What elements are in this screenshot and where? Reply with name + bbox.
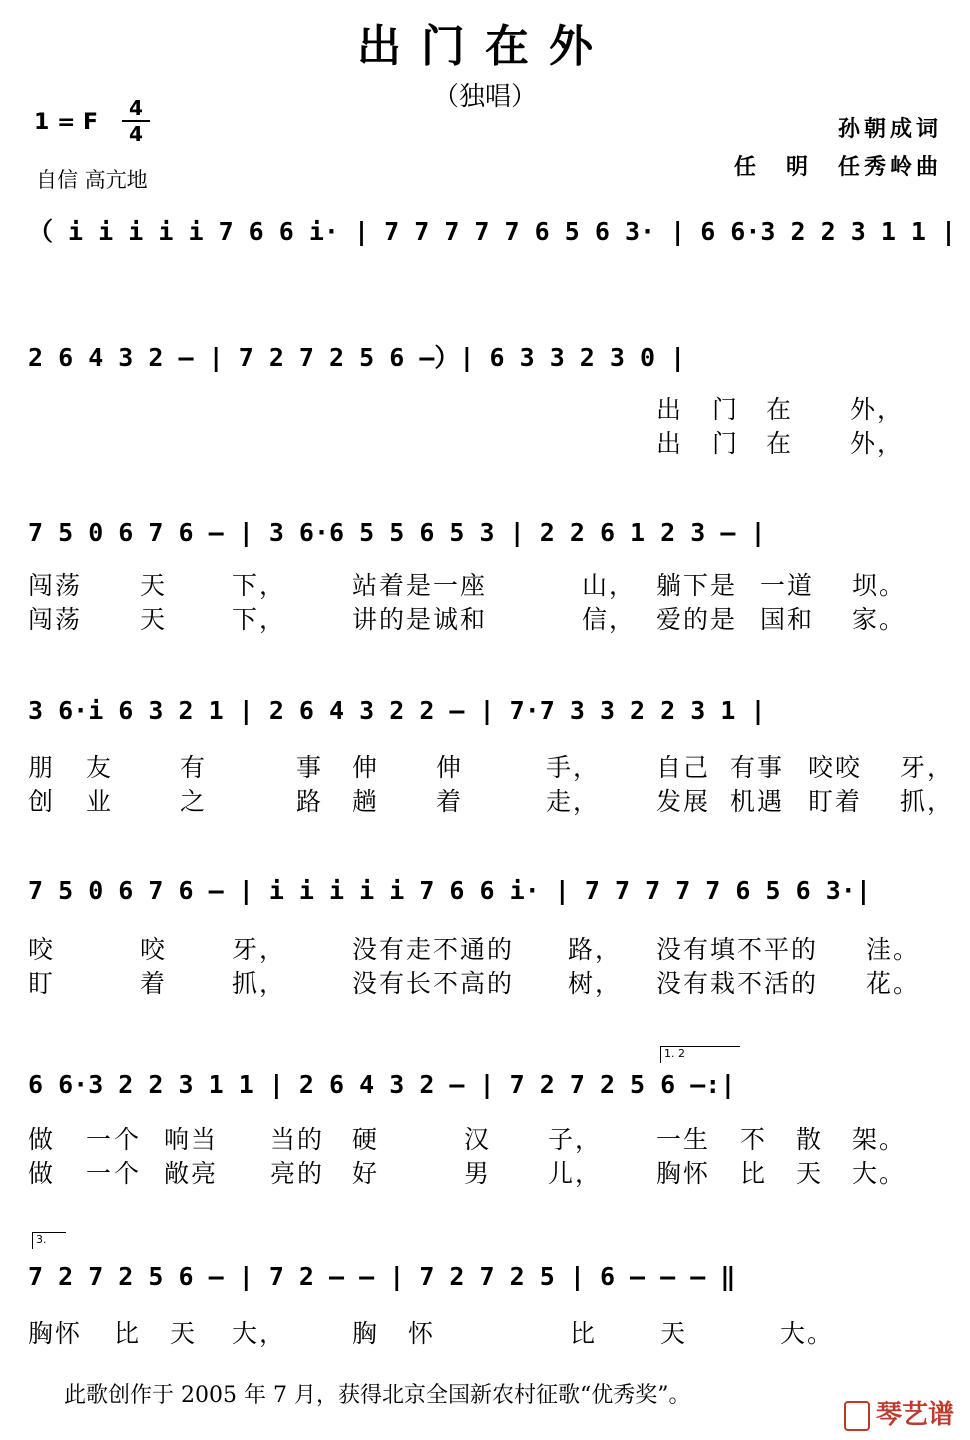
lyric: 个 bbox=[114, 1159, 142, 1188]
lyric: 一生 bbox=[656, 1125, 711, 1154]
lyric: 着 bbox=[436, 787, 464, 816]
lyric: 伸 bbox=[352, 753, 380, 782]
lyric: 走， bbox=[546, 787, 601, 816]
lyric: 一 bbox=[86, 1159, 114, 1188]
lyric: 亮的 bbox=[270, 1159, 325, 1188]
lyric: 没有填不平的 bbox=[656, 935, 819, 964]
lyric: 有事 bbox=[730, 753, 785, 782]
lyric: 在 bbox=[766, 395, 794, 424]
lyric: 敞亮 bbox=[164, 1159, 219, 1188]
lyric: 门 bbox=[712, 395, 740, 424]
lyric: 之 bbox=[180, 787, 208, 816]
logo-text: 琴艺谱 bbox=[875, 1400, 954, 1430]
lyric: 业 bbox=[86, 787, 114, 816]
lyric: 盯 bbox=[28, 969, 56, 998]
lyric: 架。 bbox=[852, 1125, 907, 1154]
composer-credit: 任 明 任秀岭曲 bbox=[733, 155, 942, 180]
lyric: 发展 bbox=[656, 787, 711, 816]
notation-row-3: 7 5 0 6 7 6 – | 3 6·6 5 5 6 5 3 | 2 2 6 1 2 3 – | bbox=[28, 518, 766, 547]
lyric: 牙， bbox=[232, 935, 287, 964]
lyric: 在 bbox=[766, 429, 794, 458]
lyric: 自己 bbox=[656, 753, 711, 782]
lyric: 着 bbox=[140, 969, 168, 998]
time-signature bbox=[122, 98, 150, 144]
lyric: 咬咬 bbox=[808, 753, 863, 782]
lyric: 比 bbox=[740, 1159, 768, 1188]
lyricist-credit: 孙朝成词 bbox=[837, 117, 942, 142]
time-bottom: 4 bbox=[129, 122, 143, 146]
lyric: 做 bbox=[28, 1125, 56, 1154]
lyric: 天 bbox=[796, 1159, 824, 1188]
logo-icon bbox=[844, 1401, 870, 1431]
key-signature: 1 = F bbox=[34, 110, 99, 135]
lyric: 闯荡 bbox=[28, 571, 83, 600]
notation-row-7: 7 2 7 2 5 6 – | 7 2 – – | 7 2 7 2 5 | 6 – – – ‖ bbox=[28, 1262, 736, 1291]
lyric: 硬 bbox=[352, 1125, 380, 1154]
lyric: 没有栽不活的 bbox=[656, 969, 819, 998]
lyric: 伸 bbox=[436, 753, 464, 782]
lyric: 怀 bbox=[408, 1319, 436, 1348]
lyric: 散 bbox=[796, 1125, 824, 1154]
lyric: 做 bbox=[28, 1159, 56, 1188]
lyric: 有 bbox=[180, 753, 208, 782]
lyric: 好 bbox=[352, 1159, 380, 1188]
lyric: 天 bbox=[140, 605, 168, 634]
notation-row-2: 2 6 4 3 2 – | 7 2 7 2 5 6 –）| 6 3 3 2 3 0 | bbox=[28, 343, 686, 372]
lyric: 汉 bbox=[464, 1125, 492, 1154]
lyric: 朋 bbox=[28, 753, 56, 782]
notation-row-4: 3 6·i 6 3 2 1 | 2 6 4 3 2 2 – | 7·7 3 3 2 2 3 1 | bbox=[28, 696, 766, 725]
lyric: 下， bbox=[232, 571, 287, 600]
lyric: 咬 bbox=[140, 935, 168, 964]
lyric: 比 bbox=[570, 1319, 598, 1348]
lyric: 牙， bbox=[900, 753, 955, 782]
lyric: 事 bbox=[296, 753, 324, 782]
lyric: 没有走不通的 bbox=[352, 935, 515, 964]
lyric: 山， bbox=[582, 571, 637, 600]
lyric: 国和 bbox=[760, 605, 815, 634]
lyric: 胸怀 bbox=[28, 1319, 83, 1348]
lyric: 路 bbox=[296, 787, 324, 816]
lyric: 响当 bbox=[164, 1125, 219, 1154]
site-logo bbox=[844, 1394, 954, 1431]
lyric: 儿， bbox=[548, 1159, 603, 1188]
lyric: 机遇 bbox=[730, 787, 785, 816]
lyric: 不 bbox=[740, 1125, 768, 1154]
notation-row-5: 7 5 0 6 7 6 – | i i i i i 7 6 6 i· | 7 7 7 7 7 6 5 6 3·| bbox=[28, 876, 871, 905]
lyric: 外， bbox=[850, 395, 905, 424]
lyric: 胸 bbox=[352, 1319, 380, 1348]
lyric: 创 bbox=[28, 787, 56, 816]
lyric: 路， bbox=[568, 935, 623, 964]
lyric: 出 bbox=[656, 395, 684, 424]
lyric: 天 bbox=[660, 1319, 688, 1348]
lyric: 站着是一座 bbox=[352, 571, 488, 600]
lyric: 天 bbox=[170, 1319, 198, 1348]
lyric: 子， bbox=[548, 1125, 603, 1154]
lyric: 坝。 bbox=[852, 571, 907, 600]
lyric: 闯荡 bbox=[28, 605, 83, 634]
lyric: 讲的是诚和 bbox=[352, 605, 488, 634]
lyric: 躺下是 bbox=[656, 571, 738, 600]
time-top: 4 bbox=[129, 96, 143, 120]
lyric: 一道 bbox=[760, 571, 815, 600]
lyric: 比 bbox=[114, 1319, 142, 1348]
volta-bracket-3: 3. bbox=[32, 1232, 66, 1249]
lyric: 趟 bbox=[352, 787, 380, 816]
lyric: 下， bbox=[232, 605, 287, 634]
volta-bracket-1-2: 1. 2 bbox=[660, 1046, 740, 1063]
lyric: 个 bbox=[114, 1125, 142, 1154]
notation-row-1: （ i i i i i 7 6 6 i· | 7 7 7 7 7 6 5 6 3· | 6 6·3 2 2 3 1 1 | bbox=[28, 217, 957, 246]
lyric: 家。 bbox=[852, 605, 907, 634]
lyric: 胸怀 bbox=[656, 1159, 711, 1188]
lyric: 出 bbox=[656, 429, 684, 458]
footnote: 此歌创作于 2005 年 7 月，获得北京全国新农村征歌“优秀奖”。 bbox=[64, 1383, 691, 1408]
lyric: 没有长不高的 bbox=[352, 969, 515, 998]
lyric: 大。 bbox=[780, 1319, 835, 1348]
song-title: 出门在外 bbox=[357, 21, 613, 72]
lyric: 天 bbox=[140, 571, 168, 600]
lyric: 盯着 bbox=[808, 787, 863, 816]
lyric: 洼。 bbox=[866, 935, 921, 964]
lyric: 一 bbox=[86, 1125, 114, 1154]
lyric: 友 bbox=[86, 753, 114, 782]
lyric: 当的 bbox=[270, 1125, 325, 1154]
lyric: 爱的是 bbox=[656, 605, 738, 634]
lyric: 花。 bbox=[866, 969, 921, 998]
lyric: 大， bbox=[232, 1319, 287, 1348]
lyric: 门 bbox=[712, 429, 740, 458]
song-subtitle: （独唱） bbox=[432, 82, 537, 112]
lyric: 男 bbox=[464, 1159, 492, 1188]
lyric: 大。 bbox=[852, 1159, 907, 1188]
lyric: 咬 bbox=[28, 935, 56, 964]
lyric: 外， bbox=[850, 429, 905, 458]
lyric: 树， bbox=[568, 969, 623, 998]
lyric: 抓， bbox=[900, 787, 955, 816]
lyric: 信， bbox=[582, 605, 637, 634]
lyric: 手， bbox=[546, 753, 601, 782]
tempo-marking: 自信 高亢地 bbox=[36, 168, 148, 192]
notation-row-6: 6 6·3 2 2 3 1 1 | 2 6 4 3 2 – | 7 2 7 2 5 6 –:| bbox=[28, 1070, 736, 1099]
lyric: 抓， bbox=[232, 969, 287, 998]
